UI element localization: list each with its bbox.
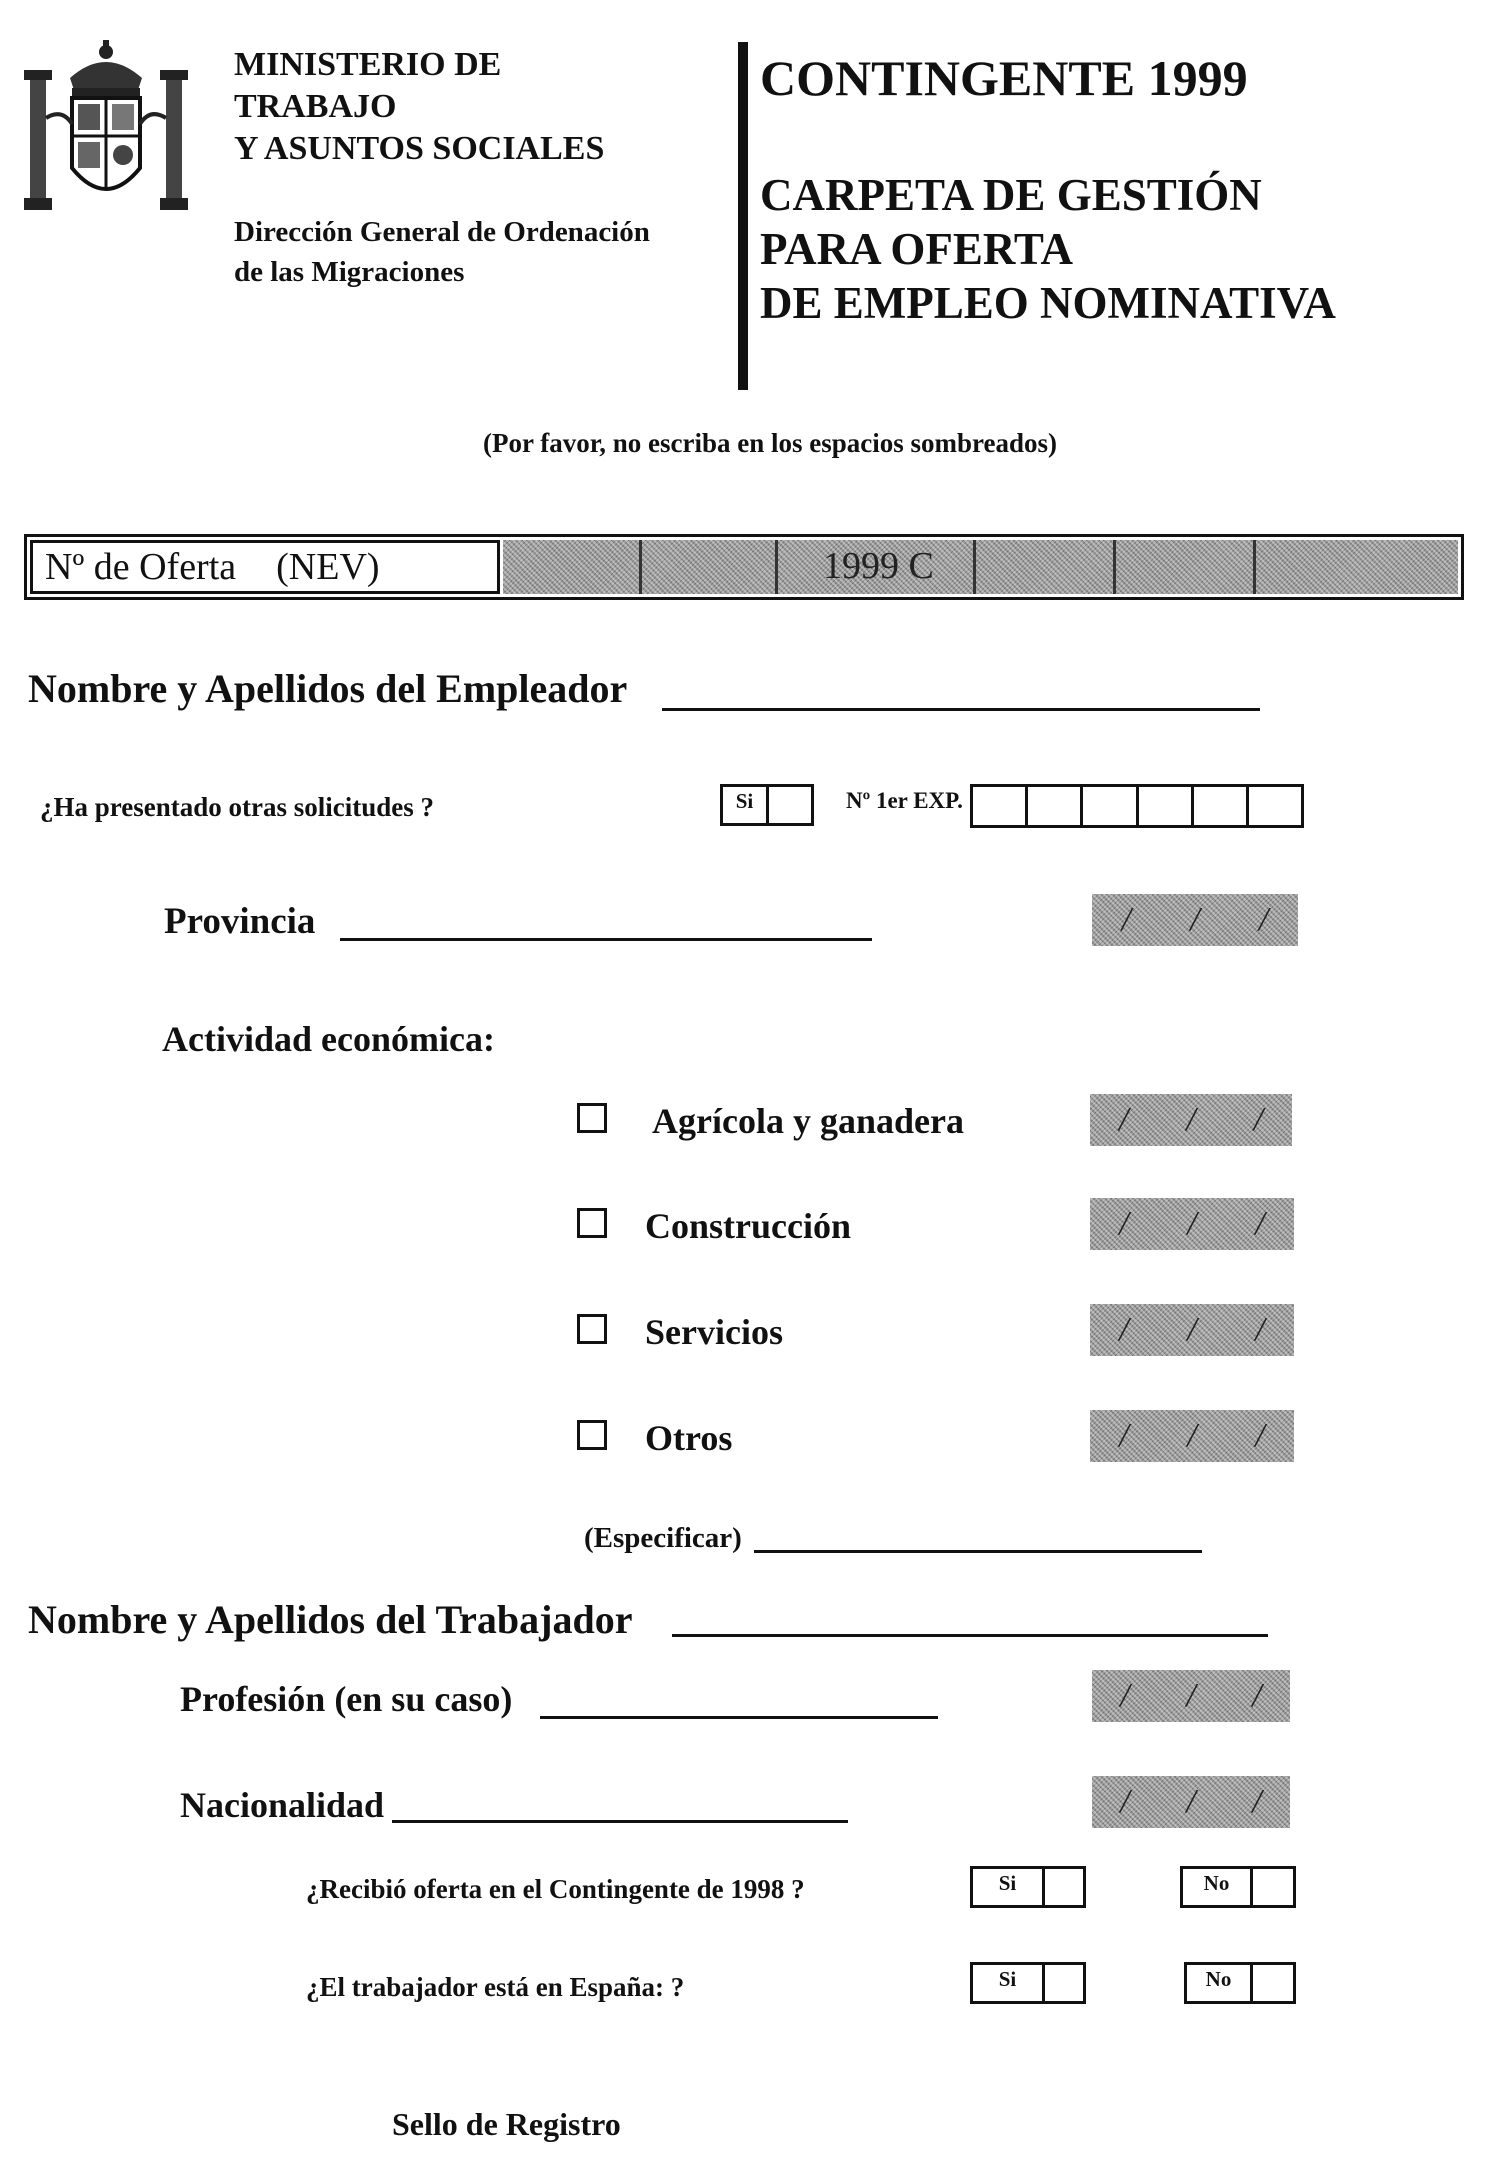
subtitle-line-1: CARPETA DE GESTIÓN	[760, 170, 1262, 220]
registration-stamp-label: Sello de Registro	[392, 2106, 621, 2142]
no-label: No	[1183, 1869, 1253, 1905]
nacionalidad-line[interactable]	[392, 1820, 848, 1823]
profesion-shaded-code: / / /	[1092, 1670, 1290, 1722]
nacionalidad-shaded-code: / / /	[1092, 1776, 1290, 1828]
worker-name-line[interactable]	[672, 1634, 1268, 1637]
employer-label: Nombre y Apellidos del Empleador	[28, 666, 628, 711]
form-title: CONTINGENTE 1999	[760, 50, 1248, 106]
offer-number-code: (NEV)	[276, 546, 380, 588]
activity-label-otros: Otros	[645, 1418, 733, 1458]
activity-shaded-code-servicios: / / /	[1090, 1304, 1294, 1356]
especificar-line[interactable]	[754, 1550, 1202, 1553]
si-label: Si	[973, 1869, 1045, 1905]
provincia-label: Provincia	[164, 901, 316, 942]
provincia-shaded-code: / / /	[1092, 894, 1298, 946]
activity-checkbox-otros[interactable]	[577, 1420, 607, 1450]
no-label: No	[1187, 1965, 1253, 2001]
offer-number-shaded-field	[503, 540, 1458, 594]
activity-label-construccion: Construcción	[645, 1206, 851, 1246]
header-divider	[738, 42, 748, 390]
offer-number-bar	[24, 534, 1464, 600]
form-subtitle	[760, 168, 1336, 330]
employer-name-line[interactable]	[662, 708, 1260, 711]
especificar-label: (Especificar)	[584, 1522, 742, 1554]
worker-in-spain-question: ¿El trabajador está en España: ?	[306, 1972, 685, 2002]
offer-1998-si-box[interactable]	[970, 1866, 1086, 1908]
offer-1998-question: ¿Recibió oferta en el Contingente de 1998 ?	[306, 1874, 805, 1904]
activity-checkbox-servicios[interactable]	[577, 1314, 607, 1344]
other-requests-si-box[interactable]	[720, 784, 814, 826]
activity-shaded-code-otros: / / /	[1090, 1410, 1294, 1462]
worker-label: Nombre y Apellidos del Trabajador	[28, 1597, 633, 1642]
worker-in-spain-no-box[interactable]	[1184, 1962, 1296, 2004]
profesion-line[interactable]	[540, 1716, 938, 1719]
profesion-label: Profesión (en su caso)	[180, 1679, 513, 1719]
directorate-name	[234, 212, 650, 292]
subtitle-line-3: DE EMPLEO NOMINATIVA	[760, 278, 1336, 328]
offer-year-code: 1999 C	[823, 545, 934, 587]
activity-shaded-code-construccion: / / /	[1090, 1198, 1294, 1250]
other-requests-question: ¿Ha presentado otras solicitudes ?	[40, 792, 435, 822]
ministry-name	[234, 44, 604, 170]
offer-number-label: Nº de Oferta	[45, 546, 237, 588]
si-label: Si	[973, 1965, 1045, 2001]
ministry-line-2: TRABAJO	[234, 88, 397, 125]
directorate-line-2: de las Migraciones	[234, 256, 465, 288]
directorate-line-1: Dirección General de Ordenación	[234, 216, 650, 248]
actividad-label: Actividad económica:	[162, 1019, 495, 1059]
nacionalidad-label: Nacionalidad	[180, 1785, 385, 1825]
subtitle-line-2: PARA OFERTA	[760, 224, 1074, 274]
worker-in-spain-si-box[interactable]	[970, 1962, 1086, 2004]
activity-label-servicios: Servicios	[645, 1312, 783, 1352]
activity-checkbox-construccion[interactable]	[577, 1208, 607, 1238]
shaded-area-note: (Por favor, no escriba en los espacios sombreados)	[483, 428, 1057, 458]
coat-of-arms-logo	[22, 38, 190, 214]
first-exp-number-boxes[interactable]	[970, 784, 1304, 828]
offer-1998-no-box[interactable]	[1180, 1866, 1296, 1908]
provincia-line[interactable]	[340, 938, 872, 941]
activity-label-agricola: Agrícola y ganadera	[652, 1101, 964, 1141]
offer-number-label-box	[30, 540, 500, 594]
activity-checkbox-agricola[interactable]	[577, 1103, 607, 1133]
first-exp-label: Nº 1er EXP.	[846, 788, 963, 813]
activity-shaded-code-agricola: / / /	[1090, 1094, 1292, 1146]
ministry-line-1: MINISTERIO DE	[234, 46, 502, 83]
si-label: Si	[723, 787, 769, 823]
ministry-line-3: Y ASUNTOS SOCIALES	[234, 130, 605, 167]
